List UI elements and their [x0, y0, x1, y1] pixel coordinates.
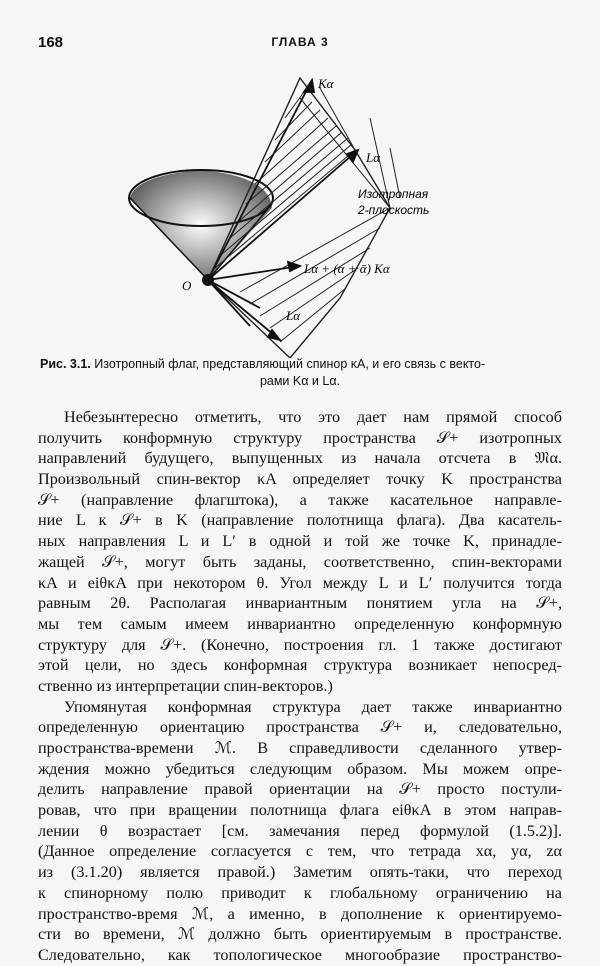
page-number: 168: [38, 34, 64, 51]
text-line: этой цели, но здесь конформная структура возникает непосред-: [38, 656, 562, 675]
origin-point: [202, 274, 214, 286]
caption-line-1: Изотропный флаг, представляющий спинор κA, и его связь с векто-: [94, 357, 486, 371]
text-line: направлений будущего, выпущенных из начала отсчета в 𝔐α.: [38, 449, 562, 468]
label-isotropic: Изотропная: [358, 187, 429, 201]
text-line: к спинорному полю приводит к глобальному ограничению на: [38, 883, 562, 902]
null-flag-figure: [90, 58, 520, 358]
label-origin: O: [182, 278, 192, 293]
text-line: из (3.1.20) является правой.) Заметим опять-таки, что переход: [38, 863, 562, 882]
text-line: пространство-время ℳ, а именно, в дополнение к ориентируемо-: [38, 904, 562, 923]
isotropic-2-plane: [208, 78, 400, 358]
text-line: ровав, что при вращении полотнища флага eiθκA в этом направ-: [38, 801, 562, 820]
text-line: жащей 𝒮+, могут быть заданы, соответственно, спин-векторами: [38, 552, 562, 571]
label-L-top: Lα: [366, 150, 381, 165]
label-L-bottom: Lα: [286, 308, 301, 323]
caption-lead: Рис. 3.1.: [40, 357, 91, 371]
caption-line-2: рами Kα и Lα.: [259, 374, 341, 388]
body-text: [38, 407, 562, 966]
text-line: Следовательно, как топологическое многообразие пространство-: [38, 945, 562, 964]
chapter-title: ГЛАВА 3: [271, 35, 329, 49]
text-line: делить направление правой ориентации на 𝒮+ просто постули-: [38, 780, 562, 799]
text-line: пространства-времени ℳ. В справедливости сделанного утвер-: [38, 739, 562, 757]
text-line: ждения можно убедиться следующим образом. Мы можем опре-: [38, 759, 562, 778]
label-K: Kα: [318, 76, 334, 91]
text-line: Небезынтересно отметить, что это дает нам прямой способ: [64, 408, 562, 426]
text-line: ных направления L и L′ в одной и той же точке K, принадле-: [38, 532, 562, 551]
figure-caption: [40, 356, 560, 390]
text-line: сти во времени, ℳ должно быть ориентируемым в пространстве.: [38, 925, 562, 944]
text-line: κA и eiθκA при некотором θ. Угол между L и L′ получится тогда: [38, 573, 562, 592]
text-line: (Данное определение согласуется с тем, что тетрада xα, yα, zα: [38, 842, 562, 861]
text-line: структуру для 𝒮+. (Конечно, построения гл. 1 также достигают: [38, 635, 562, 654]
text-line: равным 2θ. Располагая инвариантным понятием угла на 𝒮+,: [38, 594, 562, 613]
text-line: лении θ возрастает [см. замечания перед формулой (1.5.2)].: [38, 821, 562, 840]
light-cone: [129, 170, 273, 280]
text-line: определенную ориентацию пространства 𝒮+ и, следовательно,: [38, 718, 562, 737]
text-line: получить конформную структуру пространства 𝒮+ изотропных: [38, 428, 562, 447]
text-line: 𝒮+ (направление флагштока), а также касательное направле-: [38, 490, 562, 509]
label-isotropic-2: 2-плоскость: [358, 203, 430, 217]
page-header: [38, 34, 562, 54]
text-line: мы тем самым имеем инвариантно определенную конформную: [38, 614, 562, 633]
text-line: Упомянутая конформная структура дает также инвариантно: [64, 697, 562, 716]
text-line: ние L к 𝒮+ в K (направление полотнища флага). Два касатель-: [38, 511, 562, 530]
label-combination: Lα + (α + ᾱ) Kα: [304, 261, 390, 276]
text-line: Произвольный спин-вектор κA определяет точку K пространства: [38, 470, 562, 489]
text-line: ственно из интерпретации спин-векторов.): [38, 676, 333, 695]
